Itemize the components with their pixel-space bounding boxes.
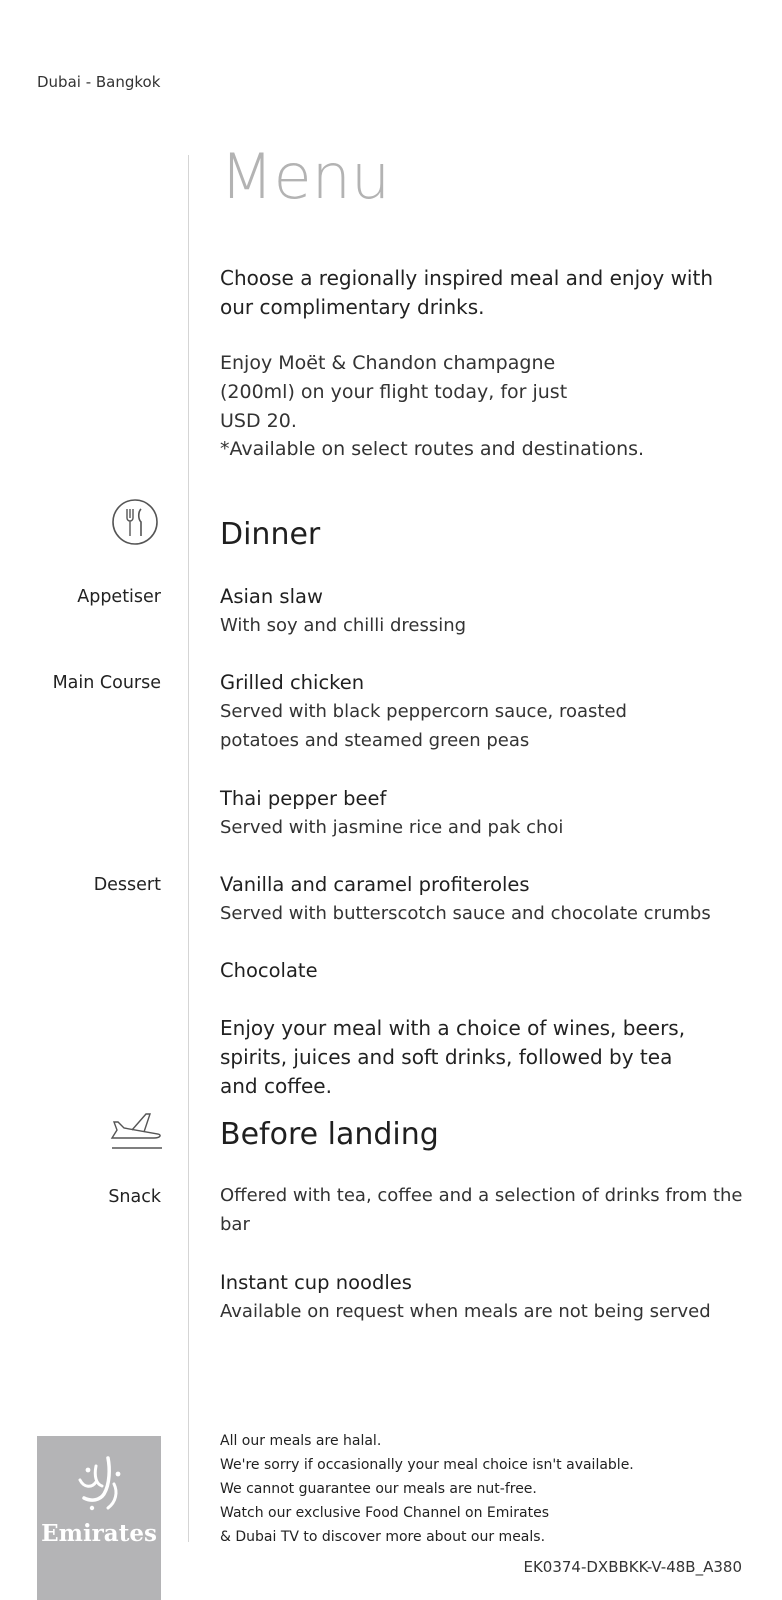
appetiser-item [220,582,760,640]
item-name: Thai pepper beef [220,787,387,810]
item-desc: Served with black peppercorn sauce, roasted potatoes and steamed green peas [220,701,627,751]
footer-line: & Dubai TV to discover more about our meals. [220,1529,546,1545]
item-name: Vanilla and caramel profiteroles [220,873,530,896]
item-desc: Served with jasmine rice and pak choi [220,817,564,838]
main-course-label: Main Course [52,673,161,693]
snack-label: Snack [108,1187,161,1207]
item-desc: Served with butterscotch sauce and chocolate crumbs [220,903,711,924]
item-desc: Offered with tea, coffee and a selection of drinks from the bar [220,1185,743,1235]
divider-line [188,155,189,1542]
cutlery-icon [110,497,160,551]
dessert-item [220,870,760,928]
footer-line: Watch our exclusive Food Channel on Emirates [220,1505,550,1521]
item-desc: Available on request when meals are not being served [220,1301,711,1322]
intro-lead: Choose a regionally inspired meal and enjoy with our complimentary drinks. [220,266,714,319]
dessert-label: Dessert [93,875,161,895]
logo-wordmark: Emirates [41,1520,157,1547]
route-label: Dubai - Bangkok [37,73,161,91]
appetiser-label: Appetiser [77,587,161,607]
page-title: Menu [220,140,391,213]
item-desc: With soy and chilli dressing [220,615,467,636]
main-item-2 [220,784,760,842]
footer-notes [220,1429,634,1549]
snack-item [220,1181,760,1239]
intro-note: *Available on select routes and destinations. [220,438,645,460]
item-name: Instant cup noodles [220,1271,412,1294]
dinner-title: Dinner [220,517,321,552]
intro-champagne: Enjoy Moët & Chandon champagne (200ml) on your flight today, for just USD 20. [220,352,568,432]
footer-line: All our meals are halal. [220,1433,382,1449]
menu-code: EK0374-DXBBKK-V-48B_A380 [523,1558,742,1576]
chocolate-item [220,956,760,985]
main-item-1 [220,668,640,755]
footer-line: We're sorry if occasionally your meal choice isn't available. [220,1457,634,1473]
item-name: Grilled chicken [220,671,365,694]
emirates-logo [37,1436,161,1600]
footer-line: We cannot guarantee our meals are nut-free. [220,1481,537,1497]
noodles-item [220,1268,760,1326]
plane-landing-icon [110,1108,162,1156]
before-landing-title: Before landing [220,1117,439,1152]
emirates-calligraphy-icon [74,1454,124,1516]
dinner-drinks: Enjoy your meal with a choice of wines, beers, spirits, juices and soft drinks, followed by tea and coffee. [220,1016,686,1098]
item-name: Asian slaw [220,585,323,608]
item-name: Chocolate [220,959,318,982]
